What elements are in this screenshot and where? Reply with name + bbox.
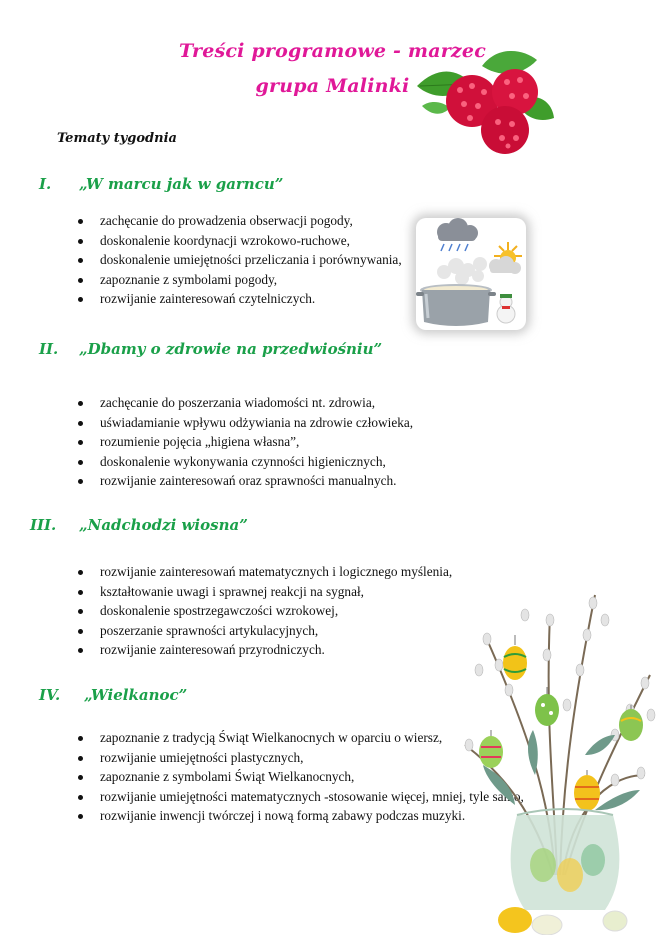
- section-3-heading: [30, 516, 248, 534]
- list-item: zapoznanie z tradycją Świąt Wielkanocnych w oparciu o wiersz,: [74, 728, 524, 748]
- section-number: I.: [39, 175, 52, 193]
- section-number: IV.: [39, 686, 61, 704]
- list-item: rozwijanie zainteresowań czytelniczych.: [74, 289, 402, 309]
- section-title: „Nadchodzi wiosna”: [79, 516, 248, 534]
- section-1-list: [74, 211, 402, 309]
- page-title: Treści programowe - marzec: [179, 40, 486, 62]
- list-item: zachęcanie do prowadzenia obserwacji pogody,: [74, 211, 402, 231]
- section-3-list: [74, 562, 452, 660]
- list-item: uświadamianie wpływu odżywiania na zdrowie człowieka,: [74, 413, 413, 433]
- list-item: poszerzanie sprawności artykulacyjnych,: [74, 621, 452, 641]
- list-item: rozwijanie umiejętności plastycznych,: [74, 748, 524, 768]
- list-item: zachęcanie do poszerzania wiadomości nt. zdrowia,: [74, 393, 413, 413]
- list-item: rozwijanie zainteresowań oraz sprawności manualnych.: [74, 471, 413, 491]
- section-title: „Wielkanoc”: [84, 686, 188, 704]
- list-item: zapoznanie z symbolami Świąt Wielkanocnych,: [74, 767, 524, 787]
- list-item: zapoznanie z symbolami pogody,: [74, 270, 402, 290]
- list-item: rozwijanie zainteresowań matematycznych i logicznego myślenia,: [74, 562, 452, 582]
- weather-pot-illustration: [416, 218, 526, 330]
- list-item: rozwijanie zainteresowań przyrodniczych.: [74, 640, 452, 660]
- list-item: rozumienie pojęcia „higiena własna”,: [74, 432, 413, 452]
- section-4-heading: [39, 686, 187, 704]
- list-item: doskonalenie wykonywania czynności higienicznych,: [74, 452, 413, 472]
- list-item: kształtowanie uwagi i sprawnej reakcji na sygnał,: [74, 582, 452, 602]
- group-name: grupa Malinki: [255, 75, 410, 97]
- section-1-heading: [39, 175, 283, 193]
- weekly-topics-label: Tematy tygodnia: [57, 131, 177, 146]
- section-2-list: [74, 393, 413, 491]
- list-item: rozwijanie inwencji twórczej i nową formą zabawy podczas muzyki.: [74, 806, 524, 826]
- easter-tree-illustration: [455, 575, 665, 935]
- section-number: II.: [39, 340, 59, 358]
- weather-icon: [416, 218, 526, 330]
- raspberries-illustration: [412, 46, 557, 158]
- section-title: „Dbamy o zdrowie na przedwiośniu”: [79, 340, 383, 358]
- list-item: doskonalenie spostrzegawczości wzrokowej,: [74, 601, 452, 621]
- list-item: rozwijanie umiejętności matematycznych -stosowanie więcej, mniej, tyle samo,: [74, 787, 524, 807]
- list-item: doskonalenie koordynacji wzrokowo-ruchowe,: [74, 231, 402, 251]
- section-title: „W marcu jak w garncu”: [79, 175, 284, 193]
- list-item: doskonalenie umiejętności przeliczania i porównywania,: [74, 250, 402, 270]
- section-2-heading: [39, 340, 382, 358]
- section-number: III.: [30, 516, 57, 534]
